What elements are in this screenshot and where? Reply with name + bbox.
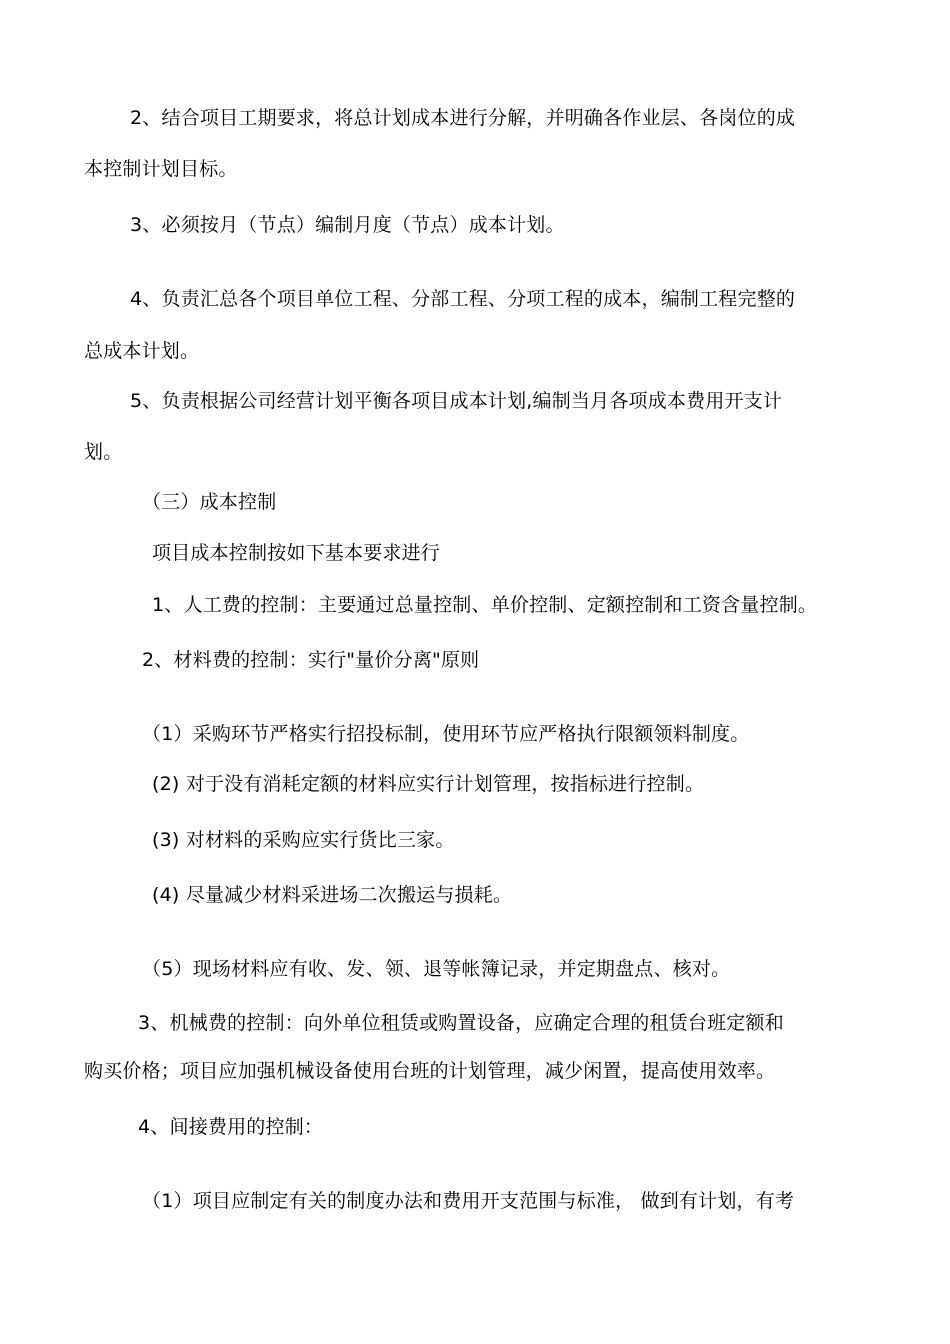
paragraph-line: 4、负责汇总各个项目单位工程、分部工程、分项工程的成本，编制工程完整的	[130, 288, 796, 310]
paragraph-line: (2) 对于没有消耗定额的材料应实行计划管理，按指标进行控制。	[152, 773, 705, 795]
paragraph-line: 划。	[84, 441, 123, 463]
paragraph-line: 3、机械费的控制：向外单位租赁或购置设备，应确定合理的租赁台班定额和	[138, 1012, 784, 1034]
section-heading: （三）成本控制	[142, 491, 277, 513]
paragraph-line: 本控制计划目标。	[84, 158, 238, 180]
paragraph-line: 1、人工费的控制：主要通过总量控制、单价控制、定额控制和工资含量控制。	[152, 594, 818, 616]
paragraph-line: (4) 尽量减少材料采进场二次搬运与损耗。	[152, 884, 513, 906]
paragraph-line: 5、负责根据公司经营计划平衡各项目成本计划,编制当月各项成本费用开支计	[130, 390, 783, 412]
paragraph-line: 总成本计划。	[84, 340, 200, 362]
paragraph-line: （1）采购环节严格实行招投标制，使用环节应严格执行限额领料制度。	[142, 723, 750, 745]
paragraph-line: (3) 对材料的采购应实行货比三家。	[152, 829, 455, 851]
paragraph-line: （5）现场材料应有收、发、领、退等帐簿记录，并定期盘点、核对。	[142, 958, 731, 980]
paragraph-line: 2、材料费的控制：实行"量价分离"原则	[142, 649, 480, 671]
paragraph-line: 4、间接费用的控制：	[138, 1116, 324, 1138]
paragraph-line: 购买价格；项目应加强机械设备使用台班的计划管理，减少闲置，提高使用效率。	[84, 1060, 776, 1082]
paragraph-line: 3、必须按月（节点）编制月度（节点）成本计划。	[130, 214, 565, 236]
paragraph-line: （1）项目应制定有关的制度办法和费用开支范围与标准， 做到有计划，有考	[142, 1190, 795, 1212]
paragraph-line: 2、结合项目工期要求，将总计划成本进行分解，并明确各作业层、各岗位的成	[130, 107, 796, 129]
paragraph-line: 项目成本控制按如下基本要求进行	[152, 542, 441, 564]
